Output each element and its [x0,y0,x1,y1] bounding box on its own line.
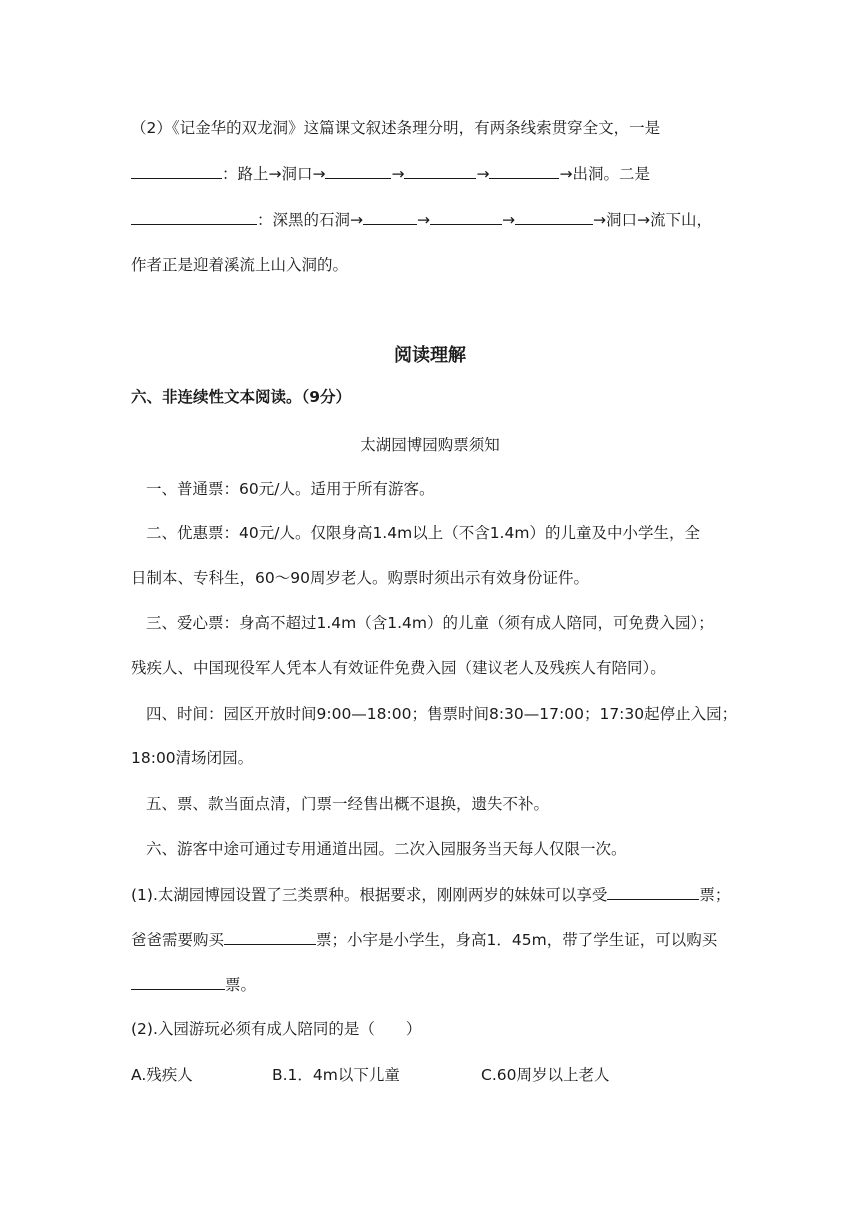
answer-blank[interactable] [131,162,222,179]
question-title: 六、非连续性文本阅读。（9分） [131,388,352,406]
q2-line2 [131,208,712,231]
sub-question-1-line2 [131,928,717,951]
answer-blank[interactable] [131,973,225,990]
sub1-text: 票；小宇是小学生，身高1．45m，带了学生证，可以购买 [316,931,718,949]
arrow: → [502,211,515,229]
option-b[interactable]: B.1．4m以下儿童 [272,1066,400,1084]
answer-blank[interactable] [131,208,257,225]
answer-blank[interactable] [363,208,417,225]
sub1-text: 票； [699,886,731,904]
q2-line1 [131,162,650,185]
notice-item: 四、时间：园区开放时间9:00—18:00；售票时间8:30—17:00；17:30起停止入园； [146,705,738,723]
answer-blank[interactable] [430,208,502,225]
q2-conclusion: 作者正是迎着溪流上山入洞的。 [131,256,349,274]
answer-blank[interactable] [489,162,559,179]
arrow: → [476,165,490,183]
sub1-text: 票。 [225,976,257,994]
notice-item: 五、票、款当面点清，门票一经售出概不退换，遗失不补。 [146,795,550,813]
sub-question-2-stem: (2).入园游玩必须有成人陪同的是（ ） [131,1020,422,1038]
notice-item-continued: 残疾人、中国现役军人凭本人有效证件免费入园（建议老人及残疾人有陪同）。 [131,659,666,677]
notice-item: 二、优惠票：40元/人。仅限身高1.4m以上（不含1.4m）的儿童及中小学生，全 [146,524,700,542]
answer-blank[interactable] [404,162,476,179]
notice-item: 六、游客中途可通过专用通道出园。二次入园服务当天每人仅限一次。 [146,840,627,858]
q2-line1-text: ：路上→洞口→ [222,165,326,183]
section-heading: 阅读理解 [394,345,466,366]
arrow: → [417,211,430,229]
notice-item: 三、爱心票：身高不超过1.4m（含1.4m）的儿童（须有成人陪同，可免费入园）； [146,614,714,632]
answer-blank[interactable] [224,928,316,945]
q2-line1-tail: →出洞。二是 [559,165,650,183]
notice-title: 太湖园博园购票须知 [360,436,500,454]
option-c[interactable]: C.60周岁以上老人 [481,1066,610,1084]
sub1-text: 爸爸需要购买 [131,931,225,949]
answer-blank[interactable] [607,883,699,900]
notice-item-continued: 18:00清场闭园。 [131,749,254,767]
arrow: → [391,165,405,183]
q2-line2-tail: →洞口→流下山， [593,211,712,229]
sub-question-1-line1 [131,883,730,906]
sub1-text: (1).太湖园博园设置了三类票种。根据要求，刚刚两岁的妹妹可以享受 [131,886,608,904]
notice-item-continued: 日制本、专科生，60～90周岁老人。购票时须出示有效身份证件。 [131,569,589,587]
answer-blank[interactable] [515,208,593,225]
q2-intro [131,117,660,139]
notice-item: 一、普通票：60元/人。适用于所有游客。 [146,480,435,498]
q2-intro-text: （2）《记金华的双龙洞》这篇课文叙述条理分明，有两条线索贯穿全文，一是 [131,119,661,137]
option-a[interactable]: A.残疾人 [131,1066,193,1084]
sub-question-1-line3 [131,973,256,996]
q2-line2-text: ：深黑的石洞→ [257,211,363,229]
answer-blank[interactable] [325,162,391,179]
